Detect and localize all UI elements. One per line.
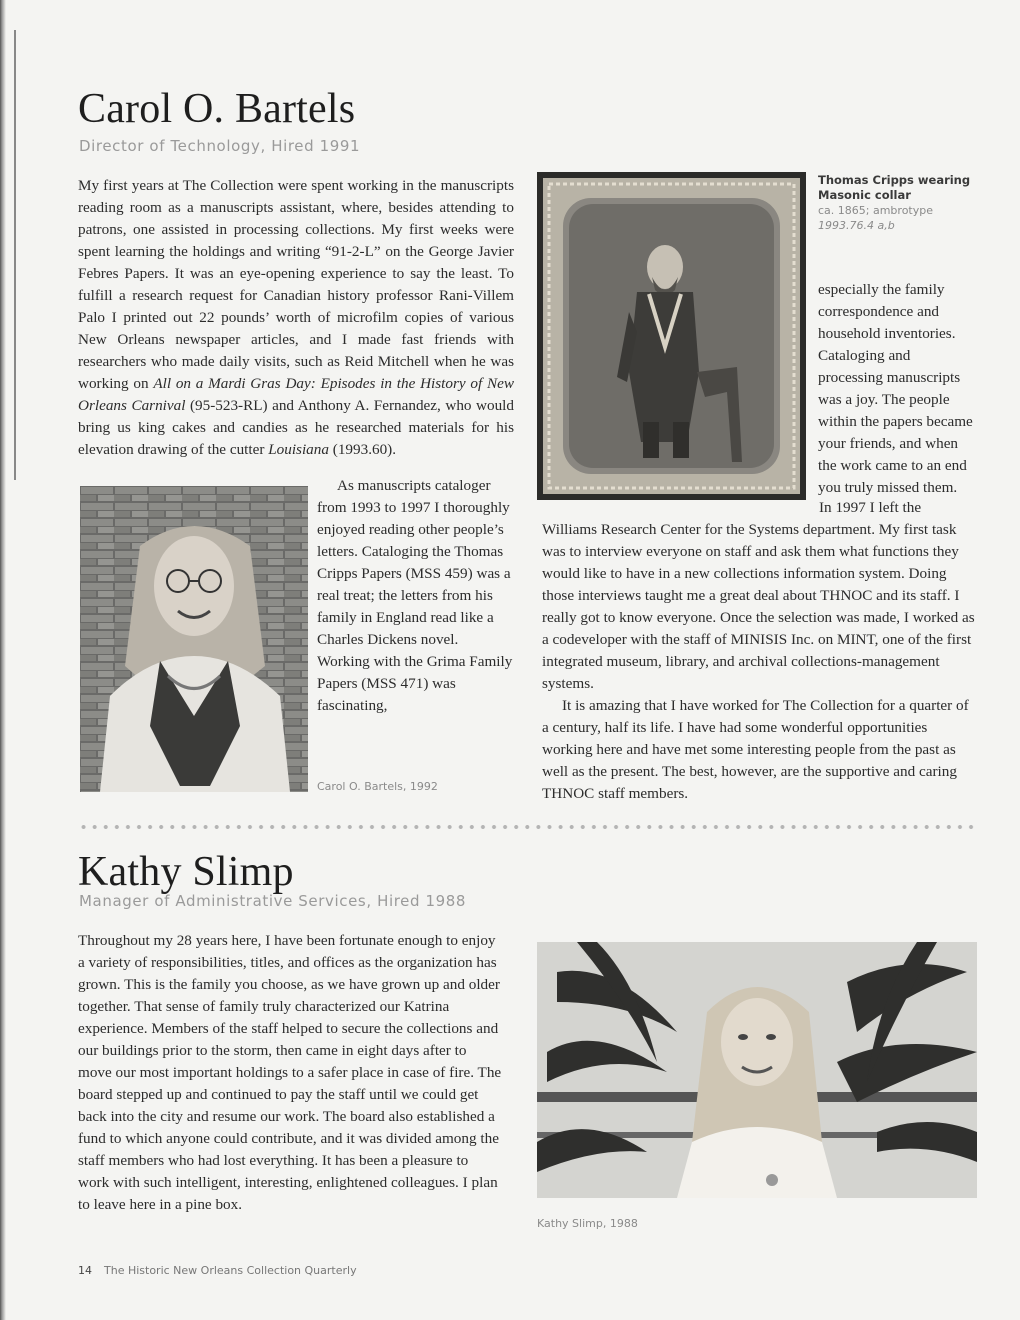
section1-paragraph-3-4 xyxy=(542,497,978,805)
p1-text-a: My first years at The Collection were spent working in the manuscripts reading room as a manuscripts assistant, where, besides attending to patrons, one assisted in processing collections. My first weeks were spent learning the holdings and writing “91-2-L” on the George Javier Febres Papers. It was an eye-opening experience to say the least. To fulfill a research request for Canadian history professor Rani-Villem Palo I printed out 22 pounds’ worth of microfilm copies of various New Orleans newspaper articles, and I made fast friends with researchers who made daily visits, such as Reid Mitchell when he was working on xyxy=(78,177,514,392)
artifact-caption-accession: 1993.76.4 a,b xyxy=(818,219,895,232)
artifact-caption-title: Thomas Cripps wearing Masonic collar xyxy=(818,173,971,202)
section2-body-text: Throughout my 28 years here, I have been fortunate enough to enjoy a variety of responsibilities, titles, and offices as the organization has grown. This is the family you choose, as we have grown up and older together. That sense of family truly characterized our Katrina experience. Members of the staff helped to secure the collections and our buildings prior to the storm, then came in eight days after to move our most important holdings to a safer place in case of fire. The board stepped up and continued to pay the staff until we could get back into the city and resume our work. The board also established a fund to which anyone could contribute, and it was divided among the staff members who had lost everything. It has been a pleasure to work with such intelligent, interesting, enlightened colleagues. I plan to leave here in a pine box. xyxy=(78,932,502,1213)
section2-name: Kathy Slimp xyxy=(78,849,294,895)
page-footer xyxy=(78,1264,357,1277)
carol-photo-caption: Carol O. Bartels, 1992 xyxy=(317,780,438,793)
page-number: 14 xyxy=(78,1264,92,1277)
carol-bartels-photo xyxy=(80,486,308,792)
artifact-caption xyxy=(818,173,978,233)
section2-body xyxy=(78,930,502,1216)
section1-role: Director of Technology, Hired 1991 xyxy=(79,137,361,155)
kathy-slimp-photo xyxy=(537,942,977,1198)
kathy-photo-caption: Kathy Slimp, 1988 xyxy=(537,1217,638,1230)
p3-text: In 1997 I left the Williams Research Center for the Systems department. My first task was to interview everyone on staff and ask them what functions they would like to have in a new collections information system. Doing those interviews taught me a great deal about THNOC and its staff. I really got to know everyone. Once the selection was made, I worked as a codeveloper with the staff of MINISIS Inc. on MINT, one of the first integrated museum, library, and archival collections-management systems. xyxy=(542,499,975,692)
page-binding-shadow xyxy=(0,0,6,1320)
publication-title: The Historic New Orleans Collection Quarterly xyxy=(104,1264,357,1277)
section1-name: Carol O. Bartels xyxy=(78,86,356,132)
section1-right-narrow xyxy=(818,279,978,499)
right-narrow-text: especially the family correspondence and household inventories. Cataloging and processing manuscripts was a joy. The people within the papers became your friends, and when the work came to an end you truly missed them. xyxy=(818,281,973,496)
p1-ship-name: Louisiana xyxy=(268,441,329,458)
p1-text-b: (95-523-RL) and Anthony A. Fernandez, who would bring us king cakes and candies as he researched materials for his elevation drawing of the cutter xyxy=(78,397,514,458)
artifact-caption-date: ca. 1865; ambrotype xyxy=(818,204,934,217)
p4-text: It is amazing that I have worked for The Collection for a quarter of a century, half its life. I have had some wonderful opportunities working here and have met some interesting people from the past as well as the present. The best, however, are the supportive and caring THNOC staff members. xyxy=(542,697,969,802)
p2-text: As manuscripts cataloger from 1993 to 1997 I thoroughly enjoyed reading other people’s letters. Cataloging the Thomas Cripps Papers (MSS 459) was a real treat; the letters from his family in England read like a Charles Dickens novel. Working with the Grima Family Papers (MSS 471) was fascinating, xyxy=(317,477,513,714)
thomas-cripps-ambrotype xyxy=(537,172,806,500)
p1-text-c: (1993.60). xyxy=(328,441,397,458)
section2-role: Manager of Administrative Services, Hired 1988 xyxy=(79,892,467,910)
page-binding-mark xyxy=(14,30,16,480)
section1-paragraph-1 xyxy=(78,175,514,461)
section-divider-dots xyxy=(78,823,976,831)
p1-book-title: All on a Mardi Gras Day: Episodes in the History of New Orleans Carnival xyxy=(78,375,514,414)
section1-paragraph-2 xyxy=(317,475,513,717)
